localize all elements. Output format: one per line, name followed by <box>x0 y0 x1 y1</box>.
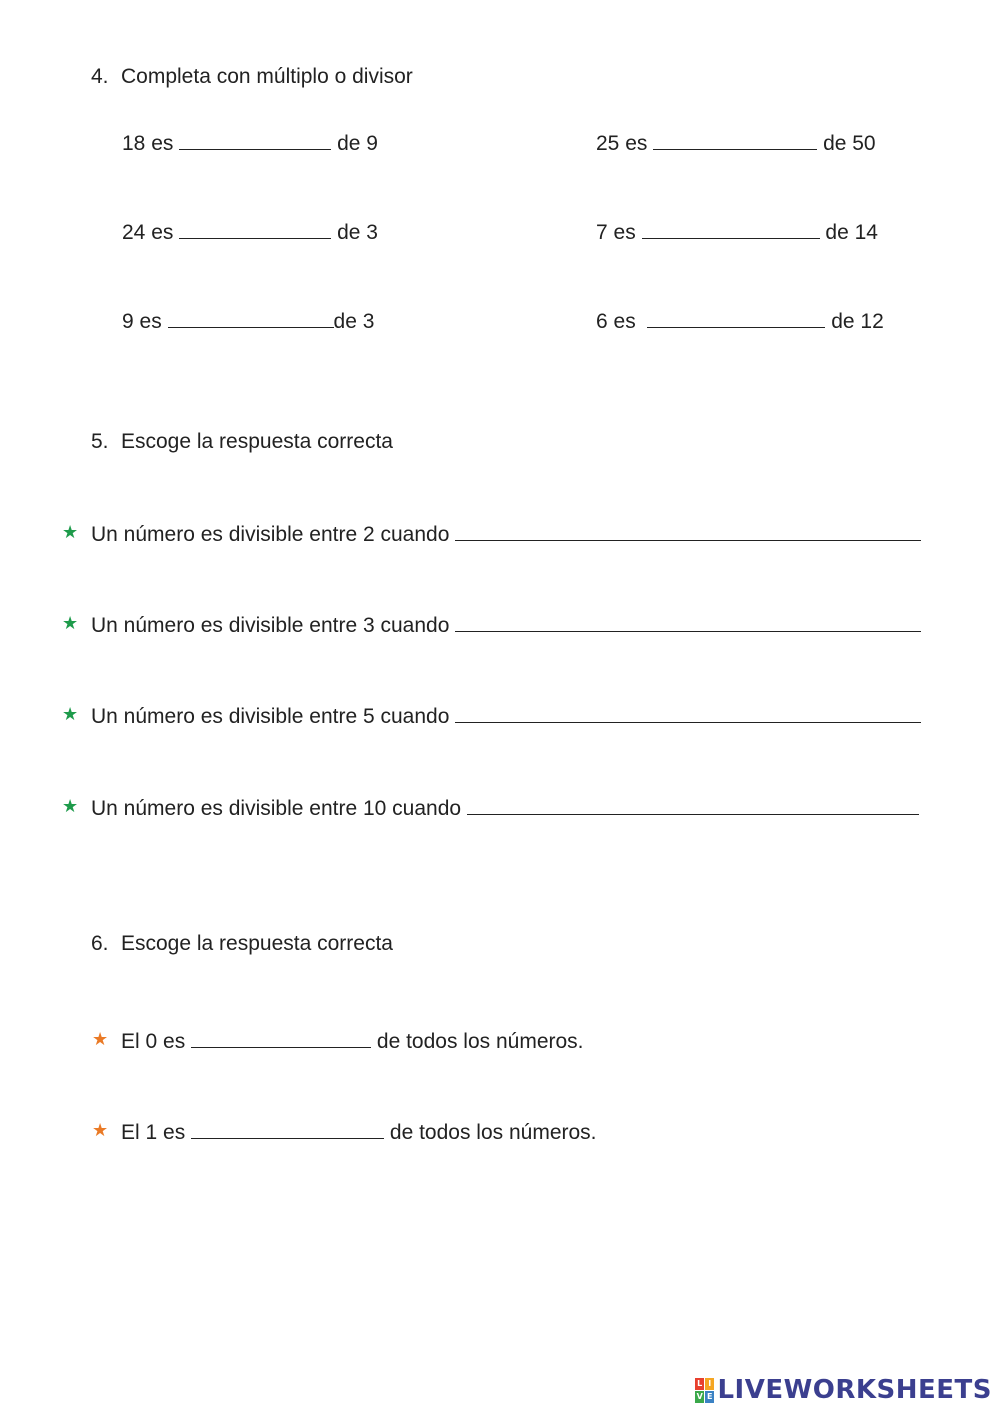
section-5-number: 5. <box>91 430 109 453</box>
star-icon: ★ <box>92 1029 109 1049</box>
answer-blank[interactable] <box>455 522 921 541</box>
exercise-suffix: de 14 <box>825 221 878 244</box>
answer-blank[interactable] <box>642 220 820 239</box>
divisibility-item-3 <box>91 613 921 636</box>
exercise-4-row-3-right <box>596 309 884 332</box>
answer-blank[interactable] <box>191 1029 371 1048</box>
badge-letter-v: V <box>696 1391 704 1401</box>
one-statement <box>121 1120 597 1143</box>
section-5-title: Escoge la respuesta correcta <box>121 430 393 453</box>
badge-letter-l: L <box>697 1378 703 1388</box>
statement-prefix: El 1 es <box>121 1121 186 1144</box>
exercise-4-row-1-left <box>122 131 378 154</box>
divisibility-statement: Un número es divisible entre 3 cuando <box>91 614 450 637</box>
section-6-heading <box>91 933 393 954</box>
answer-blank[interactable] <box>455 613 921 632</box>
divisibility-statement: Un número es divisible entre 10 cuando <box>91 797 462 820</box>
star-icon: ★ <box>62 796 79 816</box>
exercise-suffix: de 50 <box>823 132 876 155</box>
section-5-heading <box>91 431 393 452</box>
divisibility-item-2 <box>91 522 921 545</box>
answer-blank[interactable] <box>647 309 825 328</box>
exercise-prefix: 25 es <box>596 132 648 155</box>
exercise-suffix: de 3 <box>333 310 375 333</box>
star-icon: ★ <box>62 613 79 633</box>
answer-blank[interactable] <box>168 309 334 328</box>
badge-letter-i: I <box>705 1378 714 1390</box>
exercise-4-row-2-right <box>596 220 878 243</box>
divisibility-item-5 <box>91 704 921 727</box>
liveworksheets-logo[interactable] <box>695 1375 992 1405</box>
section-4-heading <box>91 66 413 87</box>
exercise-prefix: 6 es <box>596 310 636 333</box>
section-4-title: Completa con múltiplo o divisor <box>121 65 413 88</box>
exercise-4-row-2-left <box>122 220 378 243</box>
statement-prefix: El 0 es <box>121 1030 186 1053</box>
star-icon: ★ <box>92 1120 109 1140</box>
exercise-prefix: 24 es <box>122 221 174 244</box>
section-6-number: 6. <box>91 932 109 955</box>
badge-letter-e: E <box>706 1391 713 1401</box>
exercise-suffix: de 12 <box>831 310 884 333</box>
section-4-number: 4. <box>91 65 109 88</box>
statement-suffix: de todos los números. <box>389 1121 597 1144</box>
logo-text: LIVEWORKSHEETS <box>717 1375 992 1405</box>
star-icon: ★ <box>62 704 79 724</box>
answer-blank[interactable] <box>179 220 331 239</box>
divisibility-item-10 <box>91 796 919 819</box>
section-6-title: Escoge la respuesta correcta <box>121 932 393 955</box>
exercise-prefix: 9 es <box>122 310 162 333</box>
answer-blank[interactable] <box>191 1120 384 1139</box>
answer-blank[interactable] <box>179 131 331 150</box>
exercise-prefix: 18 es <box>122 132 174 155</box>
zero-statement <box>121 1029 584 1052</box>
exercise-suffix: de 3 <box>337 221 378 244</box>
answer-blank[interactable] <box>455 704 921 723</box>
exercise-4-row-1-right <box>596 131 876 154</box>
exercise-suffix: de 9 <box>337 132 378 155</box>
answer-blank[interactable] <box>467 796 919 815</box>
statement-suffix: de todos los números. <box>376 1030 584 1053</box>
live-badge-icon <box>695 1378 714 1403</box>
answer-blank[interactable] <box>653 131 817 150</box>
divisibility-statement: Un número es divisible entre 5 cuando <box>91 705 450 728</box>
star-icon: ★ <box>62 522 79 542</box>
exercise-4-row-3-left <box>122 309 374 332</box>
exercise-prefix: 7 es <box>596 221 636 244</box>
divisibility-statement: Un número es divisible entre 2 cuando <box>91 523 450 546</box>
